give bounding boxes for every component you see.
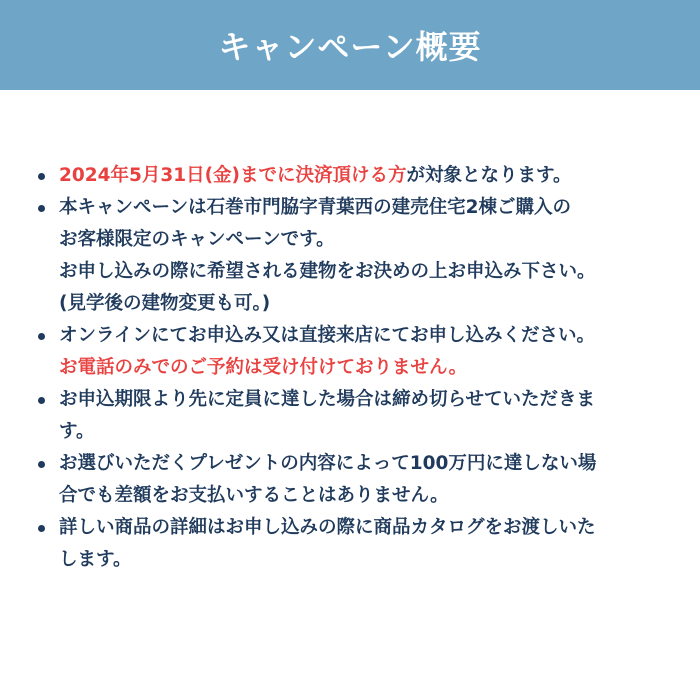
list-item-line [59,320,670,352]
list-item-line [59,256,670,288]
bullet-icon [38,397,45,404]
body-text: 合でも差額をお支払いすることはありません。 [59,485,449,506]
list-item-line [59,192,670,224]
list-item-line [59,352,670,384]
bullet-icon [38,525,45,532]
bullet-icon [38,173,45,180]
list-item-line [59,512,670,544]
body-text: お申し込みの際に希望される建物をお決めの上お申込み下さい。 [59,261,596,282]
list-item-line [59,224,670,256]
body-text: が対象となります。 [406,165,572,186]
page-title: キャンペーン概要 [218,28,482,66]
list-item-line [59,544,670,576]
body-text: お申込期限より先に定員に達した場合は締め切らせていただきま [59,389,595,410]
body-text: 詳しい商品の詳細はお申し込みの際に商品カタログをお渡しいた [59,517,596,538]
list-item-line [59,288,670,320]
list-item [38,320,670,384]
body-text: す。 [59,421,95,442]
list-item-line [59,480,670,512]
bullet-icon [38,205,45,212]
list-item [38,512,670,576]
campaign-details [0,90,700,576]
list-item [38,192,670,320]
bullet-icon [38,333,45,340]
highlight-text: お電話のみでのご予約は受け付けておりません。 [59,357,468,378]
body-text: します。 [59,549,132,570]
campaign-conditions-list [38,160,670,576]
list-item [38,160,670,192]
list-item-line [59,448,670,480]
highlight-text: 2024年5月31日(金)までに決済頂ける方 [59,165,407,186]
bullet-icon [38,461,45,468]
body-text: 本キャンペーンは石巻市門脇字青葉西の建売住宅2棟ご購入の [59,197,572,218]
list-item [38,384,670,448]
body-text: オンラインにてお申込み又は直接来店にてお申し込みください。 [59,325,595,346]
body-text: お客様限定のキャンペーンです。 [59,229,335,250]
list-item-line [59,384,670,416]
header-banner [0,0,700,90]
body-text: お選びいただくプレゼントの内容によって100万円に達しない場 [59,453,597,474]
list-item-line [59,160,670,192]
body-text: (見学後の建物変更も可。) [59,293,271,314]
list-item-line [59,416,670,448]
list-item [38,448,670,512]
